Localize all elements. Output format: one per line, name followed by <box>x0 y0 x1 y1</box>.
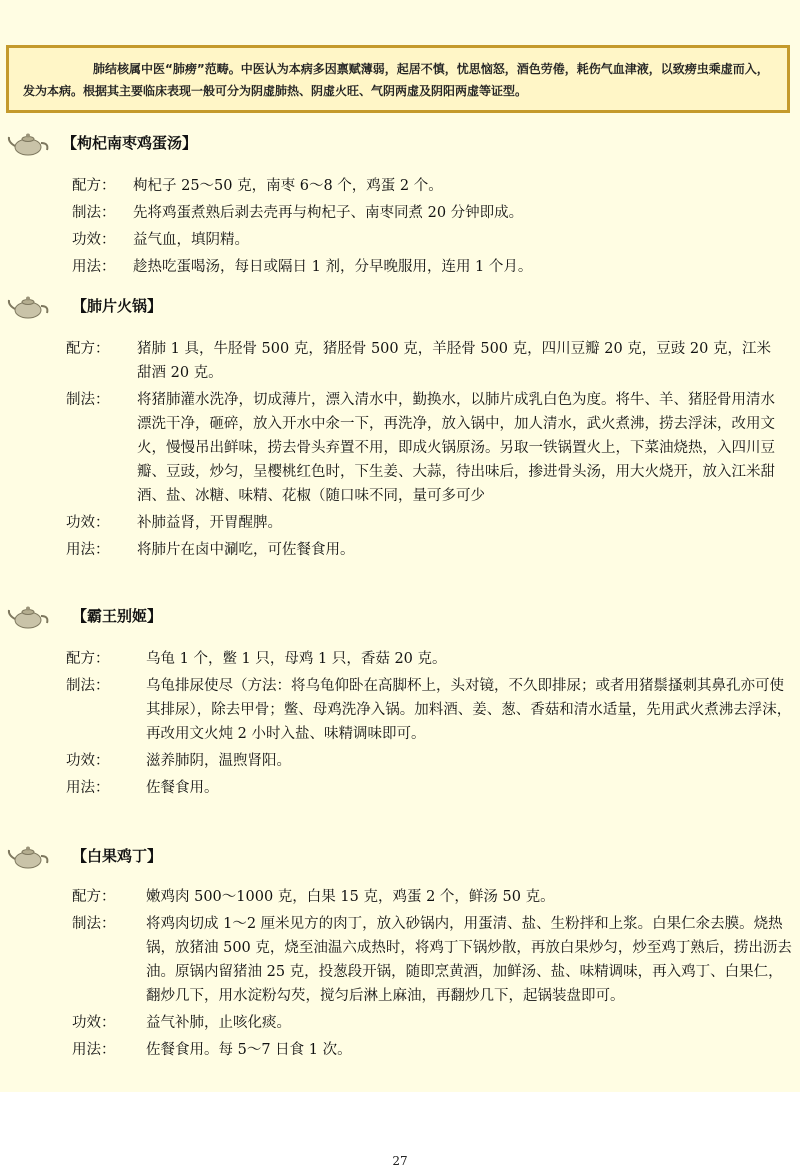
teapot-icon <box>6 130 52 156</box>
recipe-ingredients <box>0 647 800 671</box>
intro-text: 肺结核属中医“肺痨”范畴。中医认为本病多因禀赋薄弱，起居不慎，忧思恼怒，酒色劳倦，耗伤气血津液，以致痨虫乘虚而入，发为本病。根据其主要临床表现一般可分为阴虚肺热、阴虚火旺、气阴两虚及阴阳两虚等证型。 <box>23 62 769 98</box>
recipe-section <box>0 293 800 565</box>
entry-text: 枸杞子 25～50 克，南枣 6～8 个，鸡蛋 2 个。 <box>133 178 443 194</box>
recipe-method <box>0 912 800 1008</box>
recipe-heading <box>0 603 800 633</box>
recipe-usage <box>0 538 800 562</box>
entry-text: 嫩鸡肉 500～1000 克，白果 15 克，鸡蛋 2 个，鲜汤 50 克。 <box>146 889 555 905</box>
entry-label: 制法： <box>66 678 110 694</box>
recipe-method <box>0 674 800 746</box>
recipe-heading <box>0 130 800 160</box>
recipe-usage <box>0 776 800 800</box>
entry-label: 制法： <box>72 205 116 221</box>
entry-text: 滋养肺阴，温煦肾阳。 <box>146 753 291 769</box>
entry-label: 配方： <box>72 889 116 905</box>
teapot-icon <box>6 843 52 869</box>
entry-text: 猪肺 1 具，牛胫骨 500 克，猪胫骨 500 克，羊胫骨 500 克，四川豆瓣 20 克，豆豉 20 克，江米甜酒 20 克。 <box>137 341 771 381</box>
recipe-heading <box>0 293 800 323</box>
entry-text: 将鸡肉切成 1～2 厘米见方的肉丁，放入砂锅内，用蛋清、盐、生粉拌和上浆。白果仁氽去膜。烧热锅，放猪油 500 克，烧至油温六成热时，将鸡丁下锅炒散，再放白果炒匀，炒至鸡丁熟后，捞出沥去油。原锅内留猪油 25 克，投葱段开锅，随即烹黄酒，加鲜汤、盐、味精调味，再入鸡丁、白果仁，翻炒几下，用水淀粉勾芡，搅匀后淋上麻油，再翻炒几下，起锅装盘即可。 <box>146 916 792 1004</box>
entry-text: 补肺益肾，开胃醒脾。 <box>137 515 282 531</box>
recipe-effect <box>0 228 800 252</box>
page-number: 27 <box>392 1154 408 1168</box>
teapot-icon <box>6 293 52 319</box>
entry-label: 用法： <box>72 1042 116 1058</box>
recipe-ingredients <box>0 337 800 385</box>
entry-label: 配方： <box>72 178 116 194</box>
entry-text: 将肺片在卤中涮吃，可佐餐食用。 <box>137 542 355 558</box>
entry-text: 佐餐食用。 <box>146 780 219 796</box>
entry-text: 益气血，填阴精。 <box>133 232 249 248</box>
recipe-usage <box>0 255 800 279</box>
recipe-effect <box>0 1011 800 1035</box>
intro-box <box>6 45 790 113</box>
entry-text: 乌龟排尿使尽（方法：将乌龟仰卧在高脚杯上，头对镜，不久即排尿；或者用猪鬃搔刺其鼻孔亦可使其排尿），除去甲骨；鳖、母鸡洗净入锅。加料酒、姜、葱、香菇和清水适量，先用武火煮沸去浮沫，再改用文火炖 2 小时入盐、味精调味即可。 <box>146 678 792 742</box>
recipe-section <box>0 843 800 1065</box>
recipe-method <box>0 201 800 225</box>
entry-text: 将猪肺灌水洗净，切成薄片，漂入清水中，勤换水，以肺片成乳白色为度。将牛、羊、猪胫骨用清水漂洗干净，砸碎，放入开水中氽一下，再洗净，放入锅中，加人清水，武火煮沸，捞去浮沫，改用文火，慢慢吊出鲜味，捞去骨头弃置不用，即成火锅原汤。另取一铁锅置火上，下菜油烧热，入四川豆瓣、豆豉，炒匀，呈樱桃红色时，下生姜、大蒜，待出味后，掺进骨头汤，用大火烧开，放入江米甜酒、盐、冰糖、味精、花椒（随口味不同，量可多可少 <box>137 392 775 504</box>
entry-label: 配方： <box>66 651 110 667</box>
entry-text: 乌龟 1 个，鳖 1 只，母鸡 1 只，香菇 20 克。 <box>146 651 447 667</box>
entry-label: 功效： <box>72 232 116 248</box>
recipe-title: 【白果鸡丁】 <box>72 847 163 865</box>
recipe-ingredients <box>0 885 800 909</box>
entry-label: 功效： <box>66 753 110 769</box>
recipe-effect <box>0 749 800 773</box>
entry-label: 用法： <box>66 780 110 796</box>
entry-label: 用法： <box>66 542 110 558</box>
entry-label: 功效： <box>72 1015 116 1031</box>
recipe-usage <box>0 1038 800 1062</box>
entry-text: 趁热吃蛋喝汤，每日或隔日 1 剂，分早晚服用，连用 1 个月。 <box>133 259 533 275</box>
recipe-title: 【霸王别姬】 <box>72 607 163 625</box>
entry-label: 配方： <box>66 341 110 357</box>
entry-label: 制法： <box>72 916 116 932</box>
entry-text: 先将鸡蛋煮熟后剥去壳再与枸杞子、南枣同煮 20 分钟即成。 <box>133 205 524 221</box>
recipe-heading <box>0 843 800 873</box>
entry-label: 功效： <box>66 515 110 531</box>
recipe-section <box>0 603 800 803</box>
entry-label: 制法： <box>66 392 110 408</box>
entry-label: 用法： <box>72 259 116 275</box>
entry-text: 佐餐食用。每 5～7 日食 1 次。 <box>146 1042 352 1058</box>
recipe-effect <box>0 511 800 535</box>
recipe-section <box>0 130 800 282</box>
recipe-method <box>0 388 800 508</box>
teapot-icon <box>6 603 52 629</box>
recipe-ingredients <box>0 174 800 198</box>
entry-text: 益气补肺，止咳化痰。 <box>146 1015 291 1031</box>
recipe-title: 【枸杞南枣鸡蛋汤】 <box>62 134 198 152</box>
recipe-title: 【肺片火锅】 <box>72 297 163 315</box>
